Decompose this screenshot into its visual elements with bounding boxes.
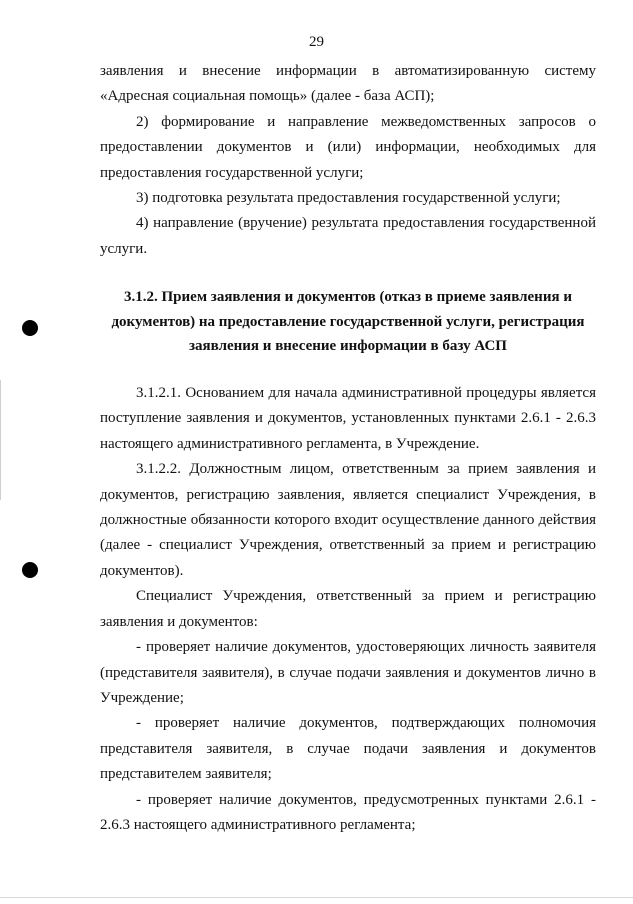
paragraph: 3.1.2.1. Основанием для начала административной процедуры является поступление заявления и документов, установленных пунктами 2.6.1 - 2.6.3 настоящего административного регламента, в Учреждение. [100,385,596,452]
list-item: - проверяет наличие документов, подтверждающих полномочия представителя заявителя, в случае подачи заявления и документов представителем заявителя; [100,715,596,783]
spacer [100,359,596,381]
scan-edge-line [0,380,1,500]
scan-edge-line [0,897,633,898]
page-number: 29 [309,34,324,50]
paragraph: 3) подготовка результата предоставления государственной услуги; [136,190,561,207]
list-item: - проверяет наличие документов, предусмотренных пунктами 2.6.1 - 2.6.3 настоящего административного регламента; [100,791,596,833]
paragraph: 3.1.2.2. Должностным лицом, ответственным за прием заявления и документов, регистрацию заявления, является специалист Учреждения, в должностные обязанности которого входит осуществление данного действия (далее - специалист Учреждения, ответственный за прием и регистрацию документов). [100,461,596,579]
document-body [100,59,596,838]
paragraph: Специалист Учреждения, ответственный за прием и регистрацию заявления и документов: [100,588,596,630]
list-item: - проверяет наличие документов, удостоверяющих личность заявителя (представителя заявителя), в случае подачи заявления и документов лично в Учреждение; [100,639,596,706]
section-heading: 3.1.2. Прием заявления и документов (отказ в приеме заявления и документов) на предоставление государственной услуги, регистрация заявления и внесение информации в базу АСП [111,289,585,355]
paragraph: 2) формирование и направление межведомственных запросов о предоставлении документов и (или) информации, необходимых для предоставления государственной услуги; [100,113,596,181]
punch-hole-mark [22,562,38,578]
paragraph: 4) направление (вручение) результата предоставления государственной услуги. [100,215,596,257]
punch-hole-mark [22,320,38,336]
paragraph: заявления и внесение информации в автоматизированную систему «Адресная социальная помощь» (далее - база АСП); [100,63,596,105]
spacer [100,262,596,285]
